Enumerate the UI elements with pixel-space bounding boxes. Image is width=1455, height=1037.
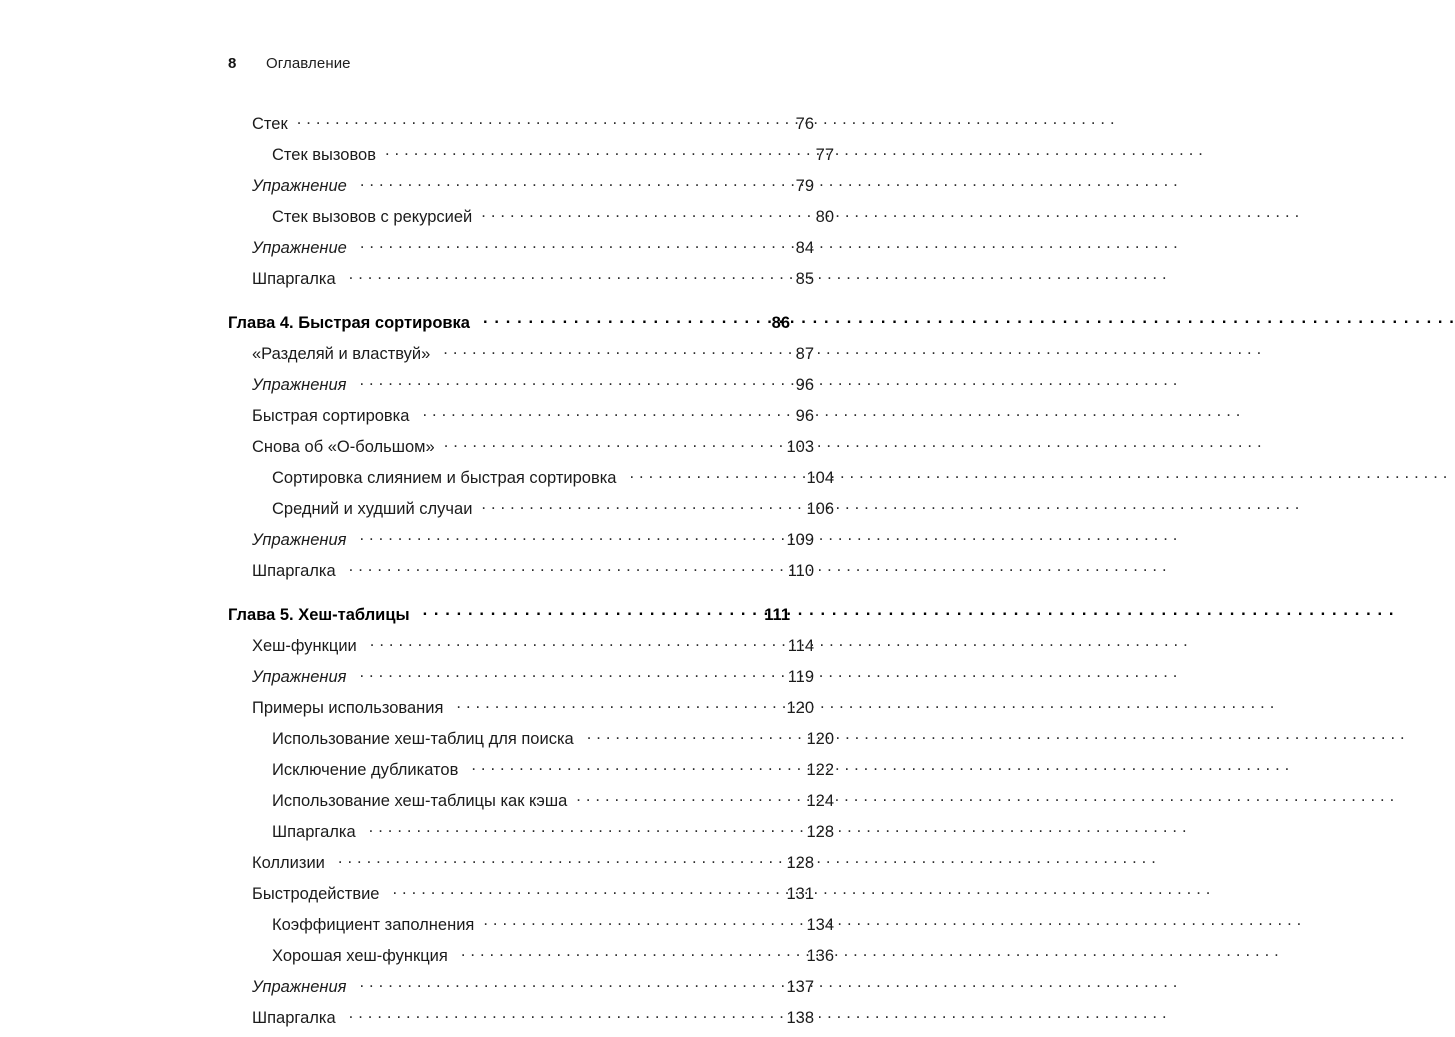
toc-entry-title: Глава 5. Хеш-таблицы [228, 605, 410, 624]
dot-leader [349, 559, 780, 576]
dot-leader [359, 373, 787, 390]
toc-entry-title: Упражнения [252, 530, 347, 549]
toc-entry[interactable] [272, 727, 834, 758]
dot-leader [456, 696, 778, 713]
toc-entry-title: Шпаргалка [272, 822, 356, 841]
toc-entry[interactable] [252, 342, 814, 373]
running-header [228, 55, 351, 72]
dot-leader [483, 913, 802, 930]
dot-leader [576, 789, 802, 806]
toc-entry[interactable] [272, 789, 834, 820]
dot-leader [483, 311, 764, 328]
dot-leader [349, 267, 788, 284]
toc-entry[interactable] [252, 665, 814, 696]
dot-leader [360, 236, 788, 253]
toc-chapter-entry[interactable] [228, 311, 790, 342]
toc-entry-title: Исключение дубликатов [272, 760, 459, 779]
toc-entry[interactable] [252, 435, 814, 466]
toc-entry-page-number: 79 [795, 176, 814, 195]
toc-entry-title: Быстрая сортировка [252, 406, 410, 425]
toc-entry[interactable] [252, 528, 814, 559]
toc-entry[interactable] [252, 559, 814, 590]
toc-entry-page-number: 134 [806, 915, 834, 934]
toc-entry-title: Упражнение [252, 238, 347, 257]
toc-entry-page-number: 87 [795, 344, 814, 363]
dot-leader [297, 112, 792, 129]
dot-leader [360, 174, 788, 191]
toc-entry-page-number: 84 [795, 238, 814, 257]
dot-leader [338, 851, 779, 868]
toc-chapter-entry[interactable] [228, 603, 790, 634]
toc-entry-page-number: 85 [795, 269, 814, 288]
toc-entry-title: Быстродействие [252, 884, 380, 903]
toc-entry[interactable] [252, 404, 814, 435]
toc-entry-page-number: 119 [787, 667, 814, 686]
dot-leader [444, 435, 783, 452]
dot-leader [422, 404, 787, 421]
toc-entry[interactable] [252, 882, 814, 913]
toc-entry[interactable] [252, 851, 814, 882]
dot-leader [370, 634, 780, 651]
toc-entry-page-number: 120 [786, 698, 814, 717]
toc-entry-title: Шпаргалка [252, 269, 336, 288]
toc-entry-page-number: 137 [786, 977, 814, 996]
toc-entry-page-number: 96 [795, 375, 814, 394]
toc-entry-title: Упражнения [252, 667, 347, 686]
toc-entry-title: «Разделяй и властвуй» [252, 344, 431, 363]
dot-leader [587, 727, 799, 744]
toc-entry-title: Шпаргалка [252, 1008, 336, 1027]
toc-entry-title: Стек вызовов с рекурсией [272, 207, 473, 226]
toc-entry[interactable] [252, 1006, 814, 1037]
toc-entry[interactable] [252, 634, 814, 665]
toc-entry-title: Глава 4. Быстрая сортировка [228, 313, 470, 332]
toc-entry-page-number: 111 [764, 605, 790, 624]
toc-entry-page-number: 128 [806, 822, 834, 841]
dot-leader [392, 882, 778, 899]
toc-entry-page-number: 122 [806, 760, 834, 779]
toc-entry-page-number: 109 [786, 530, 814, 549]
toc-entry-title: Средний и худший случаи [272, 499, 473, 518]
toc-entry-title: Упражнения [252, 977, 347, 996]
toc-entry-title: Сортировка слиянием и быстрая сортировка [272, 468, 617, 487]
dot-leader [481, 497, 802, 514]
toc-entry-page-number: 76 [795, 114, 814, 133]
dot-leader [461, 944, 799, 961]
toc-entry-page-number: 128 [786, 853, 814, 872]
toc-entry-title: Стек вызовов [272, 145, 376, 164]
dot-leader [629, 466, 798, 483]
toc-entry[interactable] [252, 373, 814, 404]
toc-entry-title: Коэффициент заполнения [272, 915, 475, 934]
toc-entry-page-number: 77 [815, 145, 834, 164]
toc-entry[interactable] [272, 913, 834, 944]
toc-entry-title: Снова об «О-большом» [252, 437, 435, 456]
toc-entry[interactable] [252, 267, 814, 298]
toc-entry-page-number: 124 [806, 791, 834, 810]
toc-entry-page-number: 104 [806, 468, 834, 487]
toc-entry-page-number: 86 [771, 313, 790, 332]
dot-leader [359, 665, 779, 682]
toc-entry-title: Упражнение [252, 176, 347, 195]
toc-entry-page-number: 103 [786, 437, 814, 456]
toc-entry-title: Шпаргалка [252, 561, 336, 580]
toc-entry-title: Использование хеш-таблиц для поиска [272, 729, 574, 748]
page-folio-number: 8 [228, 55, 237, 72]
toc-entry[interactable] [272, 497, 834, 528]
toc-entry[interactable] [272, 758, 834, 789]
toc-entry-page-number: 80 [815, 207, 834, 226]
dot-leader [369, 820, 799, 837]
dot-leader [359, 528, 778, 545]
toc-entry-title: Примеры использования [252, 698, 444, 717]
toc-entry-page-number: 131 [786, 884, 814, 903]
table-of-contents [228, 112, 834, 1037]
toc-entry-title: Коллизии [252, 853, 325, 872]
dot-leader [443, 342, 787, 359]
dot-leader [349, 1006, 779, 1023]
toc-entry[interactable] [252, 112, 814, 143]
toc-entry[interactable] [272, 205, 834, 236]
toc-entry[interactable] [272, 143, 834, 174]
toc-entry-page-number: 136 [806, 946, 834, 965]
toc-entry-page-number: 120 [806, 729, 834, 748]
dot-leader [471, 758, 798, 775]
page-title: Оглавление [266, 55, 351, 72]
toc-entry[interactable] [272, 820, 834, 851]
toc-entry-title: Упражнения [252, 375, 347, 394]
dot-leader [385, 143, 812, 160]
dot-leader [481, 205, 811, 222]
toc-entry[interactable] [252, 975, 814, 1006]
toc-entry[interactable] [252, 174, 814, 205]
toc-entry-title: Стек [252, 114, 288, 133]
toc-entry-title: Хорошая хеш-функция [272, 946, 448, 965]
toc-entry-title: Хеш-функции [252, 636, 357, 655]
dot-leader [359, 975, 778, 992]
toc-entry-page-number: 138 [786, 1008, 814, 1027]
toc-entry-page-number: 110 [787, 561, 814, 580]
toc-entry-title: Использование хеш-таблицы как кэша [272, 791, 568, 810]
toc-entry-page-number: 96 [795, 406, 814, 425]
toc-entry[interactable] [272, 466, 834, 497]
toc-entry-page-number: 114 [787, 636, 814, 655]
toc-entry[interactable] [252, 696, 814, 727]
toc-entry-page-number: 106 [806, 499, 834, 518]
dot-leader [423, 603, 757, 620]
toc-entry[interactable] [252, 236, 814, 267]
toc-entry[interactable] [272, 944, 834, 975]
